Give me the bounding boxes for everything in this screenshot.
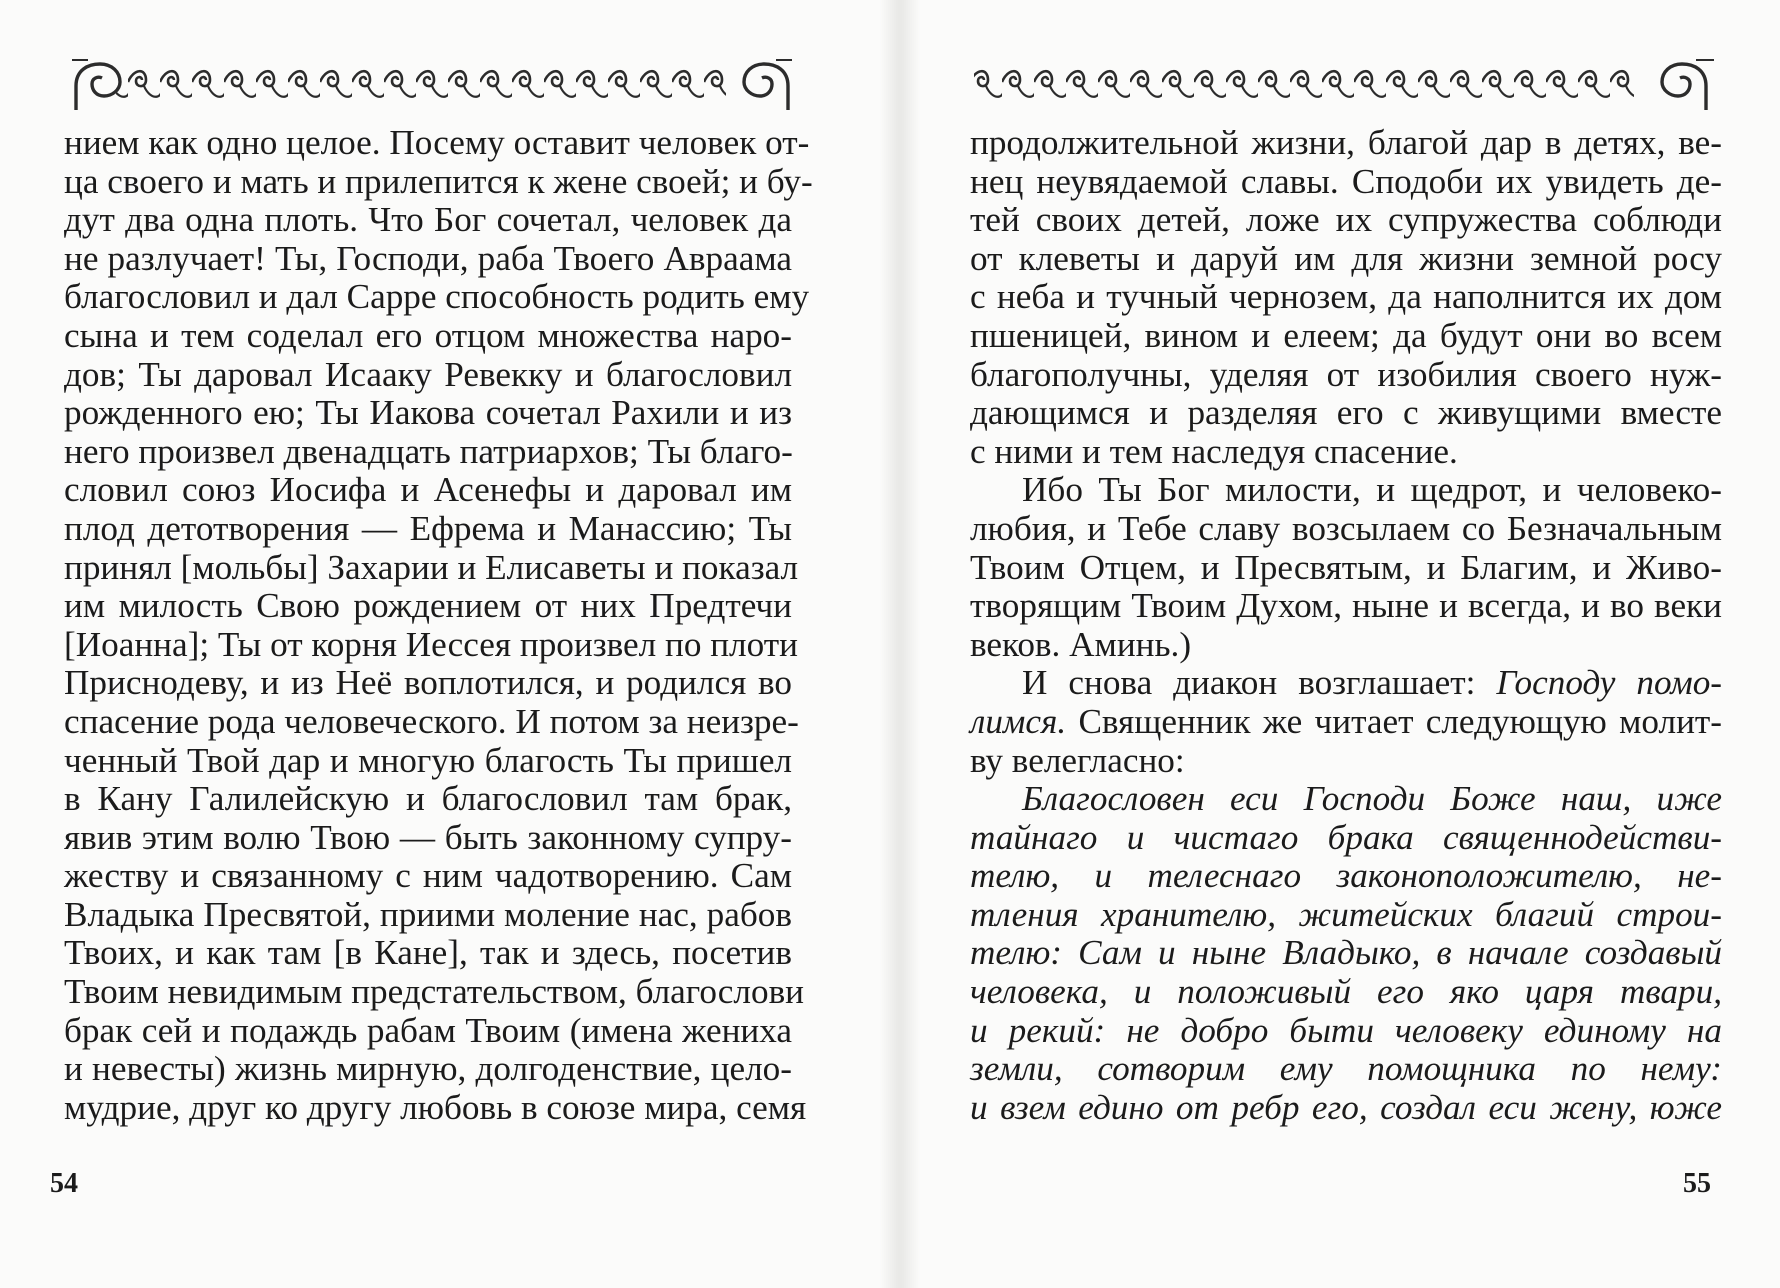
right-page-text — [970, 124, 1722, 1127]
decorative-border-ornament — [64, 56, 800, 112]
text-line: творящим Твоим Духом, ныне и всегда, и во веки — [970, 586, 1722, 626]
text-line: дут два одна плоть. Что Бог сочетал, человек да — [64, 200, 792, 240]
text-line: спасение рода человеческого. И потом за неизре- — [64, 701, 799, 741]
text-segment: Священник же читает следующую молит- — [1078, 701, 1722, 741]
text-line: дающимся и разделяя его с живущими вместе — [970, 393, 1722, 433]
text-line: жеству и связанному с ним чадотворению. Сам — [64, 856, 792, 896]
text-line: от клеветы и даруй им для жизни земной росу — [970, 238, 1722, 278]
text-line: мудрие, друг ко другу любовь в союзе мира, семя — [64, 1087, 807, 1127]
text-line-italic: Благословен еси Господи Боже наш, иже — [1022, 779, 1722, 819]
text-line: словил союз Иосифа и Асенефы и даровал им — [64, 470, 792, 510]
text-line: явив этим волю Твою — быть законному супру- — [64, 817, 792, 857]
text-line: любия, и Тебе славу возсылаем со Безначальным — [970, 508, 1722, 548]
text-line — [970, 664, 1722, 703]
decorative-border-ornament — [970, 56, 1722, 112]
text-line: благословил и дал Сарре способность родить ему — [64, 277, 810, 317]
text-line: им милость Свою рождением от них Предтечи — [64, 586, 792, 626]
text-line: Твоим невидимым предстательством, благослови — [64, 972, 805, 1012]
text-line: плод детотворения — Ефрема и Манассию; Ты — [64, 508, 792, 548]
text-line: [Иоанна]; Ты от корня Иессея произвел по плоти — [64, 624, 798, 664]
text-line-italic: тайнаго и чистаго брака священнодействи- — [970, 817, 1722, 857]
text-line-italic: человека, и положивый его яко царя твари, — [970, 972, 1722, 1012]
text-line: продолжительной жизни, благой дар в детях, ве- — [970, 123, 1722, 162]
text-line: с неба и тучный чернозем, да наполнится их дом — [970, 277, 1722, 317]
text-line: с ними и тем наследуя спасение. — [970, 431, 1458, 471]
text-line: Ибо Ты Бог милости, и щедрот, и человеко- — [1022, 470, 1722, 510]
text-line — [970, 703, 1722, 742]
text-line-italic: и взем едино от ребр его, создал еси жену, юже — [970, 1087, 1722, 1127]
text-line: ву велегласно: — [970, 740, 1185, 780]
right-page — [920, 0, 1780, 1288]
text-line: Владыка Пресвятой, приими моление нас, рабов — [64, 894, 792, 934]
text-line: Твоих, и как там [в Кане], так и здесь, посетив — [64, 933, 792, 973]
text-segment-italic: лимся. — [970, 701, 1067, 741]
text-line: и невесты) жизнь мирную, долгоденствие, цело- — [64, 1049, 792, 1089]
text-line-italic: и рекий: не добро быти человеку единому на — [970, 1010, 1722, 1050]
text-line-italic: телю: Сам и ныне Владыко, в начале создавый — [970, 933, 1722, 973]
text-line: ченный Твой дар и многую благость Ты пришел — [64, 740, 792, 780]
page-number: 54 — [50, 1168, 78, 1199]
text-line-italic: земли, сотворим ему помощника по нему: — [970, 1049, 1722, 1089]
text-line: Твоим Отцем, и Пресвятым, и Благим, и Живо- — [970, 547, 1722, 587]
text-line: не разлучает! Ты, Господи, раба Твоего Авраама — [64, 238, 792, 278]
text-line: брак сей и подаждь рабам Твоим (имена жениха — [64, 1010, 792, 1050]
text-line: пшеницей, вином и елеем; да будут они во всем — [970, 315, 1722, 355]
text-line: веков. Аминь.) — [970, 624, 1192, 664]
text-line: дов; Ты даровал Исааку Ревекку и благословил — [64, 354, 792, 394]
text-segment: И снова диакон возглашает: — [1022, 663, 1476, 703]
text-segment-italic: Господу помо- — [1496, 663, 1723, 703]
text-line-italic: тления хранителю, житейских благий строи- — [970, 894, 1722, 934]
text-line: Приснодеву, и из Неё воплотился, и родился во — [64, 663, 792, 703]
text-line: в Кану Галилейскую и благословил там брак, — [64, 779, 792, 819]
left-page — [0, 0, 880, 1288]
text-line: принял [мольбы] Захарии и Елисаветы и показал — [64, 547, 799, 587]
text-line: тей своих детей, ложе их супружества соблюди — [970, 200, 1722, 240]
text-line: ца своего и мать и прилепится к жене своей; и бу- — [64, 161, 813, 201]
text-line: сына и тем соделал его отцом множества наро- — [64, 315, 792, 355]
text-line-italic: телю, и телеснаго законоположителю, не- — [970, 856, 1722, 896]
page-number: 55 — [1683, 1168, 1711, 1199]
book-gutter — [880, 0, 920, 1288]
text-line: рожденного ею; Ты Иакова сочетал Рахили и из — [64, 393, 792, 433]
text-line: него произвел двенадцать патриархов; Ты благо- — [64, 431, 793, 471]
text-line: нец неувядаемой славы. Сподоби их увидеть де- — [970, 161, 1722, 201]
text-line: благополучны, уделяя от изобилия своего нуж- — [970, 354, 1722, 394]
text-line: нием как одно целое. Посему оставит человек от- — [64, 123, 810, 162]
left-page-text — [64, 123, 813, 1127]
